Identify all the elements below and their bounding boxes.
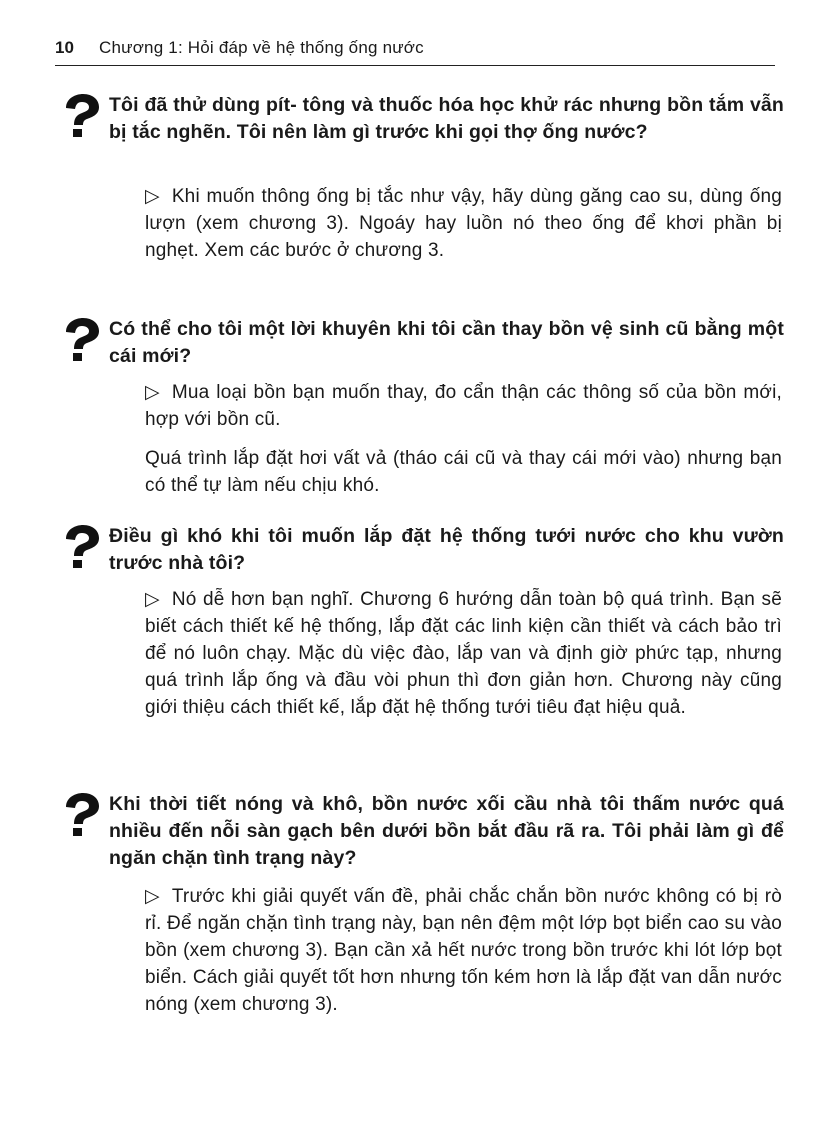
question-text: Khi thời tiết nóng và khô, bồn nước xối cầu nhà tôi thấm nước quá nhiều đến nỗi sàn gạch bên dưới bồn bắt đầu rã ra. Tôi phải làm gì để ngăn chặn tình trạng này? xyxy=(109,793,784,869)
answer-paragraph xyxy=(145,586,782,721)
answer-paragraph xyxy=(145,379,782,433)
triangle-right-icon: ▷ xyxy=(145,886,160,907)
triangle-right-icon: ▷ xyxy=(145,382,160,403)
question-mark-icon xyxy=(60,793,102,839)
question-text: Tôi đã thử dùng pít- tông và thuốc hóa học khử rác nhưng bồn tắm vẫn bị tắc nghẽn. Tôi nên làm gì trước khi gọi thợ ống nước? xyxy=(109,94,784,143)
running-header xyxy=(55,38,775,66)
answer-text: Nó dễ hơn bạn nghĩ. Chương 6 hướng dẫn toàn bộ quá trình. Bạn sẽ biết cách thiết kế hệ thống, lắp đặt các linh kiện cần thiết và cách bảo trì để nó luôn chạy. Mặc dù việc đào, lắp van và định giờ phức tạp, nhưng quá trình lắp ống và đầu vòi phun thì đơn giản hơn. Chương này cũng giới thiệu cách thiết kế, lắp đặt hệ thống tưới tiêu đạt hiệu quả. xyxy=(145,589,782,718)
answer-text: Trước khi giải quyết vấn đề, phải chắc chắn bồn nước không có bị rò rỉ. Để ngăn chặn tình trạng này, bạn nên đệm một lớp bọt biển cao su vào bồn (xem chương 3). Bạn cần xả hết nước trong bồn trước khi lót lớp bọt biển. Cách giải quyết tốt hơn nhưng tốn kém hơn là lắp đặt van dẫn nước nóng (xem chương 3). xyxy=(145,886,782,1015)
answer-paragraph xyxy=(145,883,782,1018)
answer-text: Mua loại bồn bạn muốn thay, đo cẩn thận các thông số của bồn mới, hợp với bồn cũ. xyxy=(145,382,782,430)
question-mark-icon xyxy=(60,525,102,571)
answer-text: Khi muốn thông ống bị tắc như vậy, hãy dùng găng cao su, dùng ống lượn (xem chương 3). Ngoáy hay luồn nó theo ống để khơi phần bị nghẹt. Xem các bước ở chương 3. xyxy=(145,186,782,261)
triangle-right-icon: ▷ xyxy=(145,186,160,207)
answer-paragraph xyxy=(145,183,782,264)
page-number: 10 xyxy=(55,38,74,57)
question-text: Có thể cho tôi một lời khuyên khi tôi cần thay bồn vệ sinh cũ bằng một cái mới? xyxy=(109,318,784,367)
question-text: Điều gì khó khi tôi muốn lắp đặt hệ thống tưới nước cho khu vườn trước nhà tôi? xyxy=(109,525,784,574)
triangle-right-icon: ▷ xyxy=(145,589,160,610)
question-mark-icon xyxy=(60,318,102,364)
chapter-title: Chương 1: Hỏi đáp về hệ thống ống nước xyxy=(99,38,424,57)
answer-extra-text: Quá trình lắp đặt hơi vất vả (tháo cái cũ và thay cái mới vào) nhưng bạn có thể tự làm nếu chịu khó. xyxy=(145,448,782,496)
question-mark-icon xyxy=(60,94,102,140)
